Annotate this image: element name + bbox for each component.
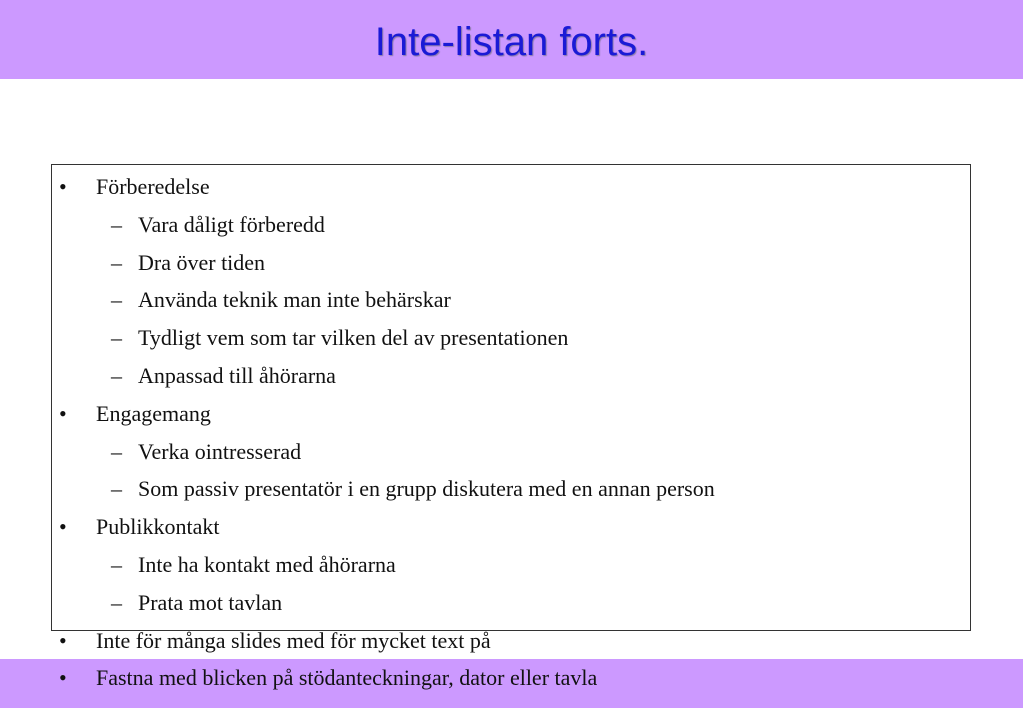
bullet-text: Publikkontakt — [96, 514, 220, 540]
sub-bullet-text: Prata mot tavlan — [138, 589, 283, 615]
sub-bullet-text: Verka ointresserad — [138, 438, 302, 464]
bullet-item-publikkontakt — [0, 508, 1023, 546]
bullet-text: Fastna med blicken på stödanteckningar, dator eller tavla — [96, 665, 598, 691]
dash-marker: – — [111, 362, 122, 388]
dash-marker: – — [111, 287, 122, 313]
dash-marker: – — [111, 211, 122, 237]
bullet-marker: • — [59, 400, 67, 426]
dash-marker: – — [111, 438, 122, 464]
sub-bullet-item — [0, 281, 1023, 319]
bullet-text: Engagemang — [96, 400, 211, 426]
bullet-list — [0, 168, 1023, 697]
slide-title: Inte-listan forts. — [374, 20, 649, 64]
bullet-item-engagemang — [0, 395, 1023, 433]
bullet-item-slides — [0, 622, 1023, 660]
sub-bullet-text: Som passiv presentatör i en grupp diskutera med en annan person — [138, 476, 715, 502]
sub-bullet-item — [0, 470, 1023, 508]
sub-bullet-text: Anpassad till åhörarna — [138, 362, 336, 388]
bullet-item-blicken — [0, 659, 1023, 697]
bullet-marker: • — [59, 665, 67, 691]
sub-bullet-item — [0, 546, 1023, 584]
sub-bullet-item — [0, 206, 1023, 244]
sub-bullet-text: Dra över tiden — [138, 249, 266, 275]
bullet-marker: • — [59, 514, 67, 540]
dash-marker: – — [111, 249, 122, 275]
sub-bullet-text: Vara dåligt förberedd — [138, 211, 325, 237]
bullet-text: Förberedelse — [96, 174, 210, 199]
sub-bullet-item — [0, 584, 1023, 622]
sub-bullet-text: Tydligt vem som tar vilken del av presentationen — [138, 325, 569, 351]
sub-bullet-item — [0, 357, 1023, 395]
dash-marker: – — [111, 476, 122, 502]
bullet-text: Inte för många slides med för mycket text på — [96, 627, 491, 653]
dash-marker: – — [111, 325, 122, 351]
sub-bullet-item — [0, 319, 1023, 357]
sub-bullet-text: Inte ha kontakt med åhörarna — [138, 551, 396, 577]
dash-marker: – — [111, 589, 122, 615]
bullet-marker: • — [59, 174, 67, 199]
sub-bullet-item — [0, 244, 1023, 282]
bullet-marker: • — [59, 627, 67, 653]
dash-marker: – — [111, 551, 122, 577]
sub-bullet-item — [0, 433, 1023, 471]
sub-bullet-text: Använda teknik man inte behärskar — [138, 287, 451, 313]
bullet-item-forberedelse — [0, 168, 1023, 206]
